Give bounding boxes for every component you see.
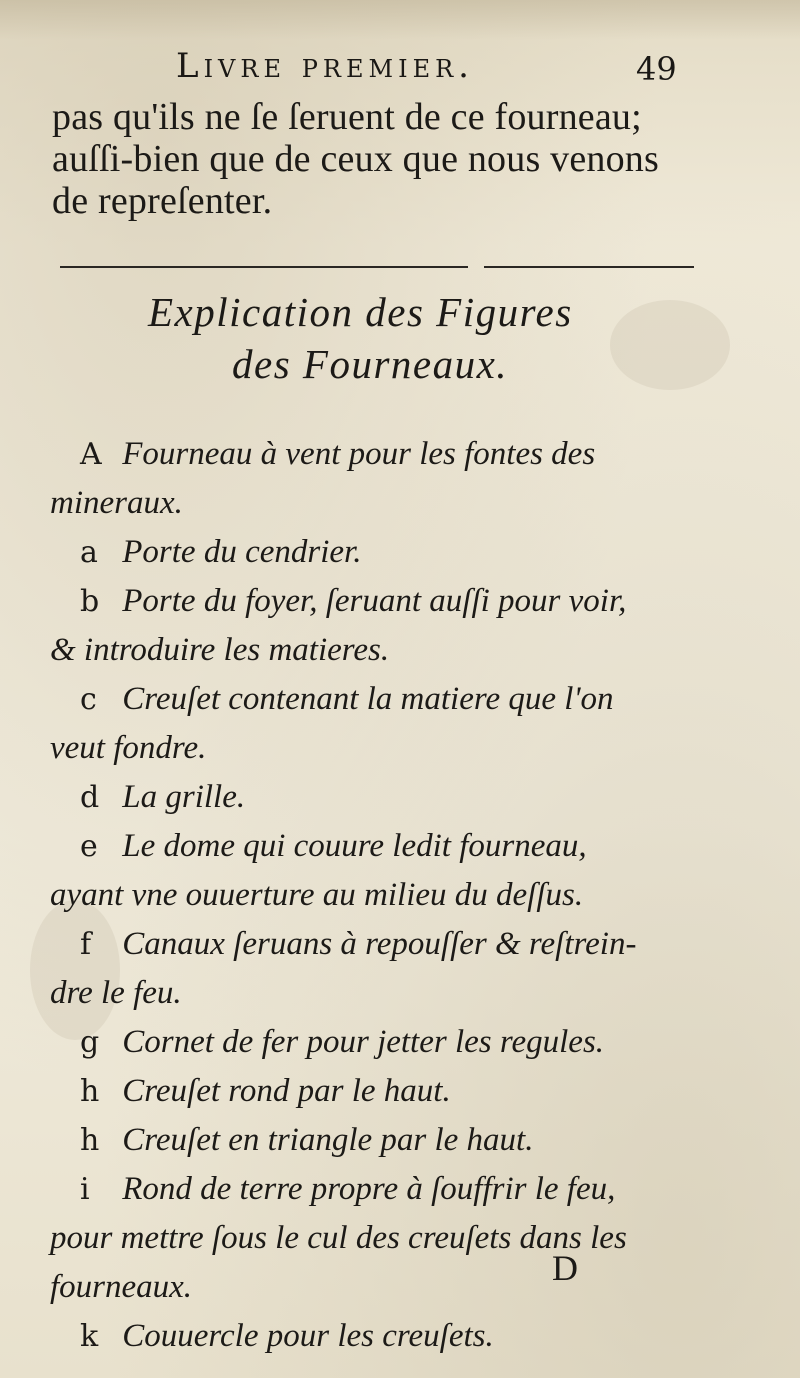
signature-mark: D xyxy=(552,1248,578,1288)
legend-text: Porte du cendrier. xyxy=(122,534,362,570)
legend-key: A xyxy=(80,437,102,472)
legend-text: Creuſet en triangle par le haut. xyxy=(122,1122,534,1158)
legend-continuation: ayant vne ouuerture au milieu du deſſus. xyxy=(50,877,584,913)
legend-continuation: fourneaux. xyxy=(50,1269,193,1305)
legend-text: Creuſet rond par le haut. xyxy=(122,1073,451,1109)
legend-key: k xyxy=(80,1319,99,1354)
figure-legend xyxy=(50,430,750,1361)
legend-entry xyxy=(50,1067,750,1116)
legend-entry xyxy=(50,1165,750,1214)
legend-entry xyxy=(50,1018,750,1067)
divider-rule xyxy=(484,266,694,268)
section-heading-line-2: des Fourneaux. xyxy=(232,341,509,387)
divider-rule xyxy=(60,266,468,268)
legend-entry xyxy=(50,822,750,871)
legend-continuation: & introduire les matieres. xyxy=(50,632,390,668)
page-shadow xyxy=(0,0,800,40)
legend-text: Rond de terre propre à ſouffrir le feu, xyxy=(122,1171,616,1207)
legend-key: c xyxy=(80,682,97,717)
intro-paragraph xyxy=(52,96,742,222)
legend-text: Le dome qui couure ledit fourneau, xyxy=(122,828,587,864)
intro-line: auſſi-bien que de ceux que nous venons xyxy=(52,138,659,180)
legend-key: i xyxy=(80,1172,90,1207)
legend-entry xyxy=(50,773,750,822)
legend-entry xyxy=(50,528,750,577)
intro-line: de repreſenter. xyxy=(52,180,273,222)
legend-text: Creuſet contenant la matiere que l'on xyxy=(122,681,614,717)
legend-key: h xyxy=(80,1074,100,1109)
legend-entry xyxy=(50,920,750,969)
legend-entry xyxy=(50,1312,750,1361)
legend-key: h xyxy=(80,1123,100,1158)
legend-key: g xyxy=(80,1025,100,1060)
legend-entry xyxy=(50,675,750,724)
paper-stain xyxy=(610,300,730,390)
legend-text: Fourneau à vent pour les fontes des xyxy=(122,436,596,472)
legend-key: f xyxy=(80,927,92,962)
legend-entry xyxy=(50,430,750,479)
legend-continuation: mineraux. xyxy=(50,485,183,521)
legend-text: Couuercle pour les creuſets. xyxy=(122,1318,494,1354)
legend-continuation: dre le feu. xyxy=(50,975,182,1011)
legend-key: e xyxy=(80,829,98,864)
legend-key: a xyxy=(80,535,98,570)
legend-key: b xyxy=(80,584,100,619)
legend-entry xyxy=(50,577,750,626)
legend-key: d xyxy=(80,780,100,815)
legend-text: La grille. xyxy=(122,779,246,815)
intro-line: pas qu'ils ne ſe ſeruent de ce fourneau; xyxy=(52,96,642,138)
legend-entry xyxy=(50,1116,750,1165)
legend-text: Porte du foyer, ſeruant auſſi pour voir, xyxy=(122,583,627,619)
legend-continuation: veut fondre. xyxy=(50,730,207,766)
legend-continuation: pour mettre ſous le cul des creuſets dans les xyxy=(50,1220,627,1256)
legend-text: Canaux ſeruans à repouſſer & reſtrein- xyxy=(122,926,637,962)
legend-text: Cornet de fer pour jetter les regules. xyxy=(122,1024,605,1060)
page-number: 49 xyxy=(636,50,677,88)
section-heading: Explication des Figures xyxy=(148,289,573,335)
running-title: Livre premier. xyxy=(176,46,474,86)
